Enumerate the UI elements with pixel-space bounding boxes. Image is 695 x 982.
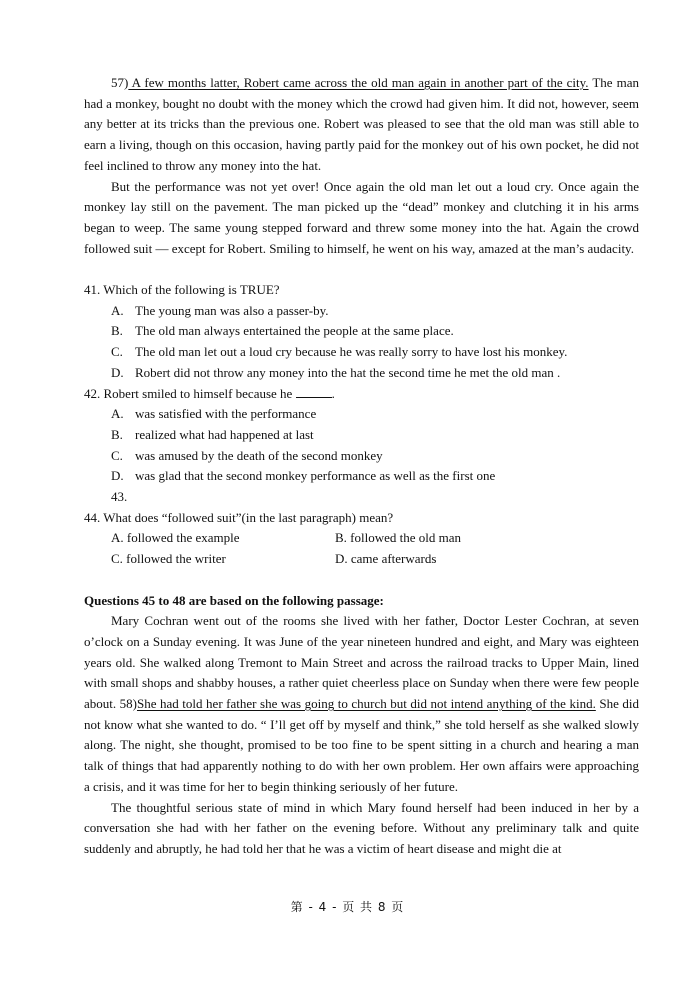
spacer (84, 570, 639, 591)
page-footer: 第 - 4 - 页 共 8 页 (290, 900, 405, 914)
question-41-stem: 41. Which of the following is TRUE? (84, 282, 280, 298)
option-text: The old man let out a loud cry because he was really sorry to have lost his monkey. (135, 344, 568, 360)
option-label: A. (111, 406, 124, 422)
option-text: followed the example (126, 530, 240, 546)
option-label: C. (111, 551, 123, 567)
passage-paragraph-4: The thoughtful serious state of mind in which Mary found herself had been induced in her by a conversation she had with her father on the evening before. Without any preliminary talk and quite suddenly and abruptly, he had told her that he was a victim of heart disease and might die at (84, 799, 639, 856)
option-44-b (335, 528, 559, 549)
paragraph-text: Mary Cochran went out of the rooms she lived with her father, Doctor Lester Cochran, at seven o’clock on a Sunday evening. It was June of the year nineteen hundred and eight, and Mary was eighteen years old. She walked along Tremont to Main Street and across the railroad tracks to Upper Main, lined with small shops and shabby houses, a rather quiet cheerless place on Sunday when there were few people about. 58) (84, 613, 639, 712)
option-41-d (84, 363, 639, 384)
option-label: B. (111, 426, 123, 442)
option-label: B. (111, 323, 123, 339)
option-text: followed the writer (126, 551, 226, 567)
option-text: realized what had happened at last (135, 426, 314, 442)
option-label: B. (335, 530, 347, 546)
sentence-marker-57: 57) (111, 75, 129, 90)
question-42-period: . (331, 385, 335, 401)
option-42-a (84, 404, 639, 425)
option-44-d (335, 549, 559, 570)
option-41-a (84, 301, 639, 322)
option-label: A. (111, 530, 124, 546)
paragraph-text: The man had a monkey, bought no doubt with the money which the crowd had given him. It did not, however, seem any better at its tricks than the previous one. Robert was pleased to see that the old man was still able to earn a living, though on this occasion, having partly paid for the monkey out of his own pocket, he did not feel inclined to throw any money into the hat. (84, 75, 640, 173)
option-label: C. (111, 447, 123, 463)
option-44-c (111, 549, 335, 570)
option-42-b (84, 425, 639, 446)
option-text: was satisfied with the performance (135, 406, 317, 422)
option-label: C. (111, 344, 123, 360)
option-text: The young man was also a passer-by. (135, 302, 329, 318)
option-42-d (84, 466, 639, 487)
spacer (84, 259, 639, 280)
question-44-stem: 44. What does “followed suit”(in the last paragraph) mean? (84, 509, 394, 525)
option-42-c (84, 446, 639, 467)
option-text: was amused by the death of the second monkey (135, 447, 383, 463)
option-row (84, 528, 639, 549)
option-text: Robert did not throw any money into the hat the second time he met the old man . (135, 364, 561, 380)
option-text: followed the old man (350, 530, 462, 546)
option-label: D. (335, 551, 348, 567)
option-label: D. (111, 364, 124, 380)
page-content (84, 73, 639, 860)
option-label: A. (111, 302, 124, 318)
question-42-stem (84, 384, 639, 405)
option-label: D. (111, 468, 124, 484)
question-43-stem: 43. (111, 489, 128, 505)
option-41-b (84, 321, 639, 342)
paragraph-text: She did not know what she wanted to do. “ I’ll get off by myself and think,” she told herself as she walked slowly along. The night, she thought, promised to be too fine to be spent sitting in a church and hearing a man talk of things that had apparently nothing to do with her own problem. Her own affairs were approaching a crisis, and it was time for her to begin thinking seriously of her future. (84, 696, 639, 794)
option-text: was glad that the second monkey performance as well as the first one (135, 468, 496, 484)
answer-blank (296, 385, 332, 398)
question-42-text: 42. Robert smiled to himself because he (84, 385, 296, 401)
passage-paragraph-1 (84, 73, 639, 177)
section-heading: Questions 45 to 48 are based on the following passage: (84, 592, 384, 608)
option-row (84, 549, 639, 570)
passage-paragraph-3 (84, 611, 639, 797)
underlined-sentence-57: A few months latter, Robert came across the old man again in another part of the city. (128, 75, 589, 90)
option-text: came afterwards (350, 551, 437, 567)
option-text: The old man always entertained the people at the same place. (135, 323, 454, 339)
option-41-c (84, 342, 639, 363)
underlined-sentence-58: She had told her father she was going to church but did not intend anything of the kind. (136, 696, 596, 712)
passage-paragraph-2: But the performance was not yet over! Once again the old man let out a loud cry. Once again the monkey lay still on the pavement. The man picked up the “dead” monkey and clutching it in his arms began to weep. The same young stepped forward and threw some money into the hat. Again the crowd followed suit — except for Robert. Smiling to himself, he went on his way, amazed at the man’s audacity. (84, 178, 639, 256)
option-44-a (111, 528, 335, 549)
